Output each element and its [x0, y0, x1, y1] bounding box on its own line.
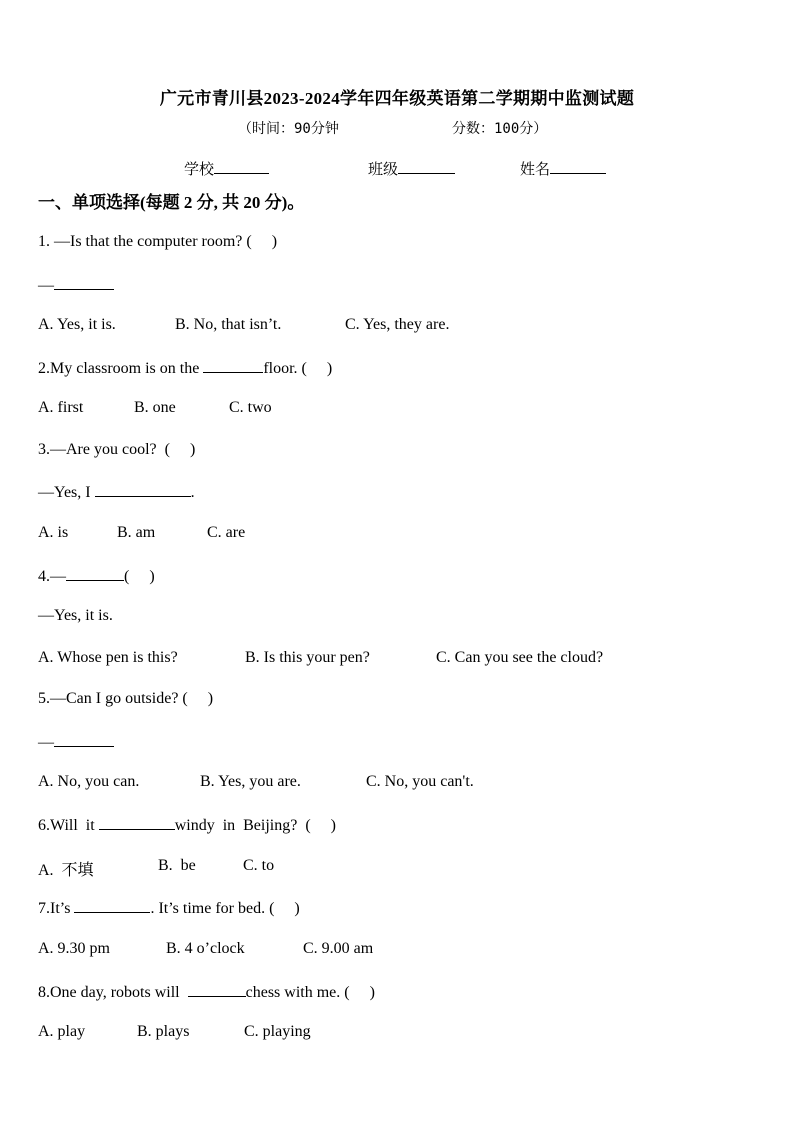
school-field[interactable]: [184, 158, 269, 179]
dash: —: [38, 734, 54, 751]
question-text: chess with me. ( ): [245, 984, 375, 1001]
option-a[interactable]: A. Yes, it is.: [38, 316, 116, 333]
answer-blank[interactable]: [188, 982, 246, 997]
option-a[interactable]: A. play: [38, 1023, 86, 1040]
question-2: [38, 358, 332, 378]
option-c[interactable]: C. two: [229, 399, 272, 416]
option-c[interactable]: C. Can you see the cloud?: [436, 649, 604, 666]
question-7: [38, 898, 300, 918]
option-c[interactable]: C. 9.00 am: [303, 940, 374, 957]
option-b[interactable]: B. 4 o’clock: [166, 940, 245, 957]
name-field[interactable]: [520, 158, 606, 179]
question-text: . It’s time for bed. ( ): [150, 900, 300, 917]
option-c[interactable]: C. playing: [244, 1023, 311, 1040]
option-a[interactable]: A. 不填: [38, 862, 94, 879]
question-text: 2.My classroom is on the: [38, 360, 204, 377]
option-b[interactable]: B. No, that isn’t.: [175, 316, 282, 333]
school-blank[interactable]: [214, 159, 269, 174]
class-blank[interactable]: [398, 159, 455, 174]
option-b[interactable]: B. Is this your pen?: [245, 649, 370, 666]
dash: —: [38, 277, 54, 294]
question-4-answer-line: —Yes, it is.: [38, 607, 113, 624]
question-1: 1. —Is that the computer room? ( ): [38, 233, 278, 250]
exam-time: （时间：90分钟: [238, 121, 339, 137]
question-3: 3.—Are you cool? ( ): [38, 441, 196, 458]
option-b[interactable]: B. Yes, you are.: [200, 773, 301, 790]
question-text: —Yes, I: [38, 484, 95, 501]
answer-blank[interactable]: [99, 815, 175, 830]
option-c[interactable]: C. No, you can't.: [366, 773, 474, 790]
question-5-answer-line: [38, 732, 114, 752]
section-heading: 一、单项选择(每题 2 分, 共 20 分)。: [38, 193, 305, 212]
question-text: ( ): [124, 568, 155, 585]
option-a[interactable]: A. Whose pen is this?: [38, 649, 178, 666]
option-c[interactable]: C. Yes, they are.: [345, 316, 450, 333]
class-field[interactable]: [368, 158, 455, 179]
question-text: windy in Beijing? ( ): [174, 817, 336, 834]
answer-blank[interactable]: [95, 482, 191, 497]
question-text: floor. ( ): [263, 360, 333, 377]
option-a[interactable]: A. 9.30 pm: [38, 940, 110, 957]
question-text: 8.One day, robots will: [38, 984, 188, 1001]
class-label: 班级: [368, 162, 399, 178]
option-a[interactable]: A. is: [38, 524, 69, 541]
option-a[interactable]: A. first: [38, 399, 84, 416]
option-b[interactable]: B. am: [117, 524, 156, 541]
answer-blank[interactable]: [74, 898, 150, 913]
question-1-answer-line: [38, 275, 114, 295]
answer-blank[interactable]: [203, 358, 263, 373]
answer-blank[interactable]: [66, 566, 124, 581]
page-title: 广元市青川县2023-2024学年四年级英语第二学期期中监测试题: [159, 89, 635, 108]
question-text: 7.It’s: [38, 900, 75, 917]
option-c[interactable]: C. to: [243, 857, 275, 874]
answer-blank[interactable]: [54, 732, 114, 747]
question-6: [38, 815, 336, 835]
question-text: .: [190, 484, 195, 501]
question-text: 6.Will it: [38, 817, 99, 834]
option-b[interactable]: B. one: [134, 399, 176, 416]
question-text: 4.—: [38, 568, 66, 585]
option-c[interactable]: C. are: [207, 524, 246, 541]
option-a[interactable]: A. No, you can.: [38, 773, 140, 790]
exam-score: 分数：100分）: [452, 121, 548, 137]
name-blank[interactable]: [550, 159, 606, 174]
option-b[interactable]: B. be: [158, 857, 196, 874]
school-label: 学校: [184, 162, 215, 178]
question-3-answer-line: [38, 482, 195, 502]
question-8: [38, 982, 375, 1002]
question-4: [38, 566, 155, 586]
option-b[interactable]: B. plays: [137, 1023, 190, 1040]
name-label: 姓名: [520, 162, 551, 178]
answer-blank[interactable]: [54, 275, 114, 290]
question-5: 5.—Can I go outside? ( ): [38, 690, 214, 707]
